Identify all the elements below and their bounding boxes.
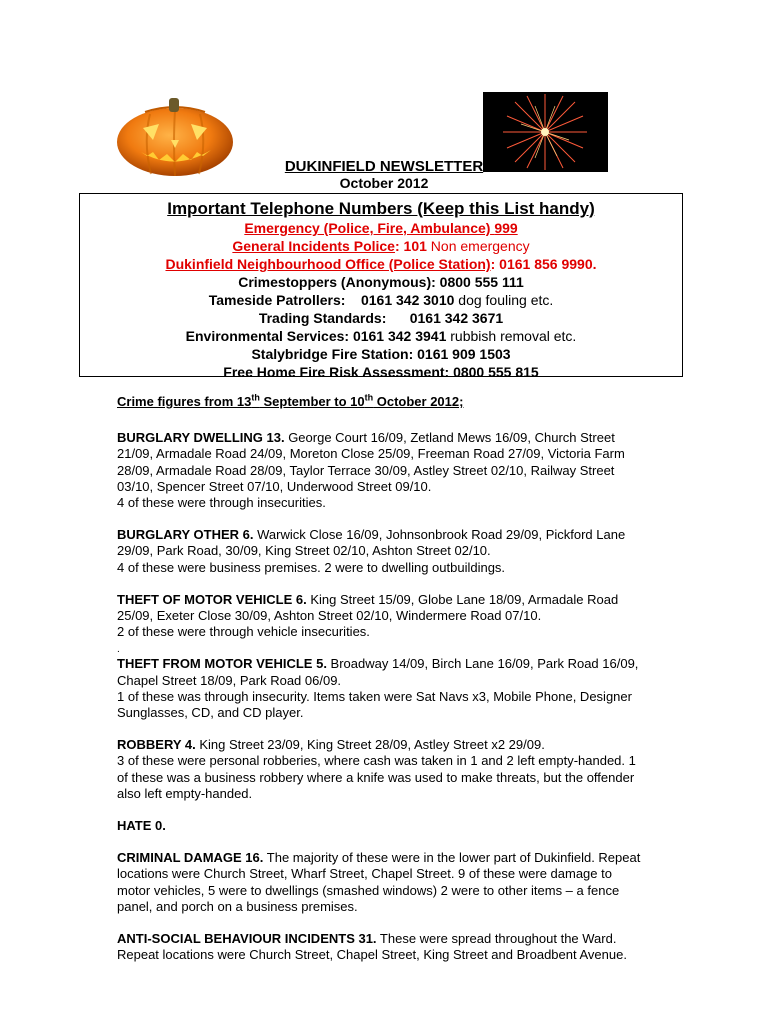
trading-standards-line xyxy=(80,309,682,327)
environmental-note: rubbish removal etc. xyxy=(450,328,577,344)
anti-social-behaviour-section xyxy=(117,931,647,963)
general-sep: : xyxy=(394,238,404,254)
newsletter-header xyxy=(0,158,768,191)
theft-of-motor-vehicle-section xyxy=(117,592,647,641)
newsletter-date: October 2012 xyxy=(339,175,429,191)
neighbourhood-office-line xyxy=(80,255,682,273)
neighbourhood-label: Dukinfield Neighbourhood Office (Police Station) xyxy=(165,256,491,272)
neighbourhood-sep: : xyxy=(490,256,500,272)
patrollers-line xyxy=(80,291,682,309)
section-title: THEFT FROM MOTOR VEHICLE 5. xyxy=(117,656,327,672)
theft-from-motor-vehicle-section xyxy=(117,656,647,721)
section-note: 2 of these were through vehicle insecurities. xyxy=(117,624,370,640)
section-title: HATE 0. xyxy=(117,818,166,834)
general-note: Non emergency xyxy=(430,238,530,254)
heading-part: September to 10 xyxy=(259,394,365,409)
general-label: General Incidents Police xyxy=(232,238,395,254)
fire-station-line: Stalybridge Fire Station: 0161 909 1503 xyxy=(251,346,511,362)
section-title: BURGLARY OTHER 6. xyxy=(117,527,254,543)
trading-number: 0161 342 3671 xyxy=(409,310,504,326)
trading-label: Trading Standards: xyxy=(258,310,387,326)
emergency-label: Emergency (Police, Fire, Ambulance) xyxy=(244,220,491,236)
section-note: 4 of these were through insecurities. xyxy=(117,495,326,511)
general-number: 101 xyxy=(403,238,427,254)
section-text: George Court 16/09, Zetland Mews 16/09, Church Street 21/09, Armadale Road 24/09, Moreton Close 25/09, Freeman Road 27/09, Victoria Farm 28/09, Armadale Road 28/09, Taylor Terrace 30/09, Astley Street 02/10, Railway Street 03/10, Spencer Street 07/10, Underwood Street 09/10. xyxy=(117,430,625,494)
phone-box-heading: Important Telephone Numbers (Keep this List handy) xyxy=(167,199,595,218)
section-title: ANTI-SOCIAL BEHAVIOUR INCIDENTS 31. xyxy=(117,931,377,947)
crime-figures-heading xyxy=(117,394,647,410)
patrollers-note: dog fouling etc. xyxy=(458,292,554,308)
patrollers-number: 0161 342 3010 xyxy=(360,292,455,308)
patrollers-label: Tameside Patrollers: xyxy=(208,292,346,308)
neighbourhood-number: 0161 856 9990 xyxy=(499,256,593,272)
neighbourhood-end: . xyxy=(592,256,597,272)
section-text: King Street 15/09, Globe Lane 18/09, Armadale Road 25/09, Exeter Close 30/09, Ashton Street 02/10, Windermere Road 07/10. xyxy=(117,591,619,624)
crime-figures xyxy=(117,394,647,979)
section-note: 4 of these were business premises. 2 were to dwelling outbuildings. xyxy=(117,559,506,575)
general-incidents-line xyxy=(80,237,682,255)
heading-part: October 2012; xyxy=(373,394,464,409)
section-title: BURGLARY DWELLING 13. xyxy=(117,430,285,446)
section-note: 1 of these was through insecurity. Items taken were Sat Navs x3, Mobile Phone, Designer Sunglasses, CD, and CD player. xyxy=(117,688,632,721)
environmental-label: Environmental Services: 0161 342 3941 xyxy=(185,328,447,344)
heading-sup: th xyxy=(364,392,374,403)
hate-section xyxy=(117,818,647,834)
heading-sup: th xyxy=(251,392,260,403)
burglary-other-section xyxy=(117,527,647,576)
crimestoppers-line: Crimestoppers (Anonymous): 0800 555 111 xyxy=(238,274,524,290)
burglary-dwelling-section xyxy=(117,430,647,511)
robbery-section xyxy=(117,737,647,802)
section-text: These were spread throughout the Ward. Repeat locations were Church Street, Chapel Street, King Street and Broadbent Avenue. xyxy=(117,931,627,963)
section-title: ROBBERY 4. xyxy=(117,737,196,753)
section-text: Broadway 14/09, Birch Lane 16/09, Park Road 16/09, Chapel Street 18/09, Park Road 06/09. xyxy=(117,656,639,688)
environmental-line xyxy=(80,327,682,345)
stray-dot: . xyxy=(117,644,120,656)
telephone-numbers-box xyxy=(79,193,683,380)
section-text: Warwick Close 16/09, Johnsonbrook Road 29/09, Pickford Lane 29/09, Park Road, 30/09, King Street 02/10, Ashton Street 02/10. xyxy=(117,527,626,559)
newsletter-title: DUKINFIELD NEWSLETTER xyxy=(284,158,484,175)
section-text: King Street 23/09, King Street 28/09, Astley Street x2 29/09. xyxy=(195,737,545,753)
emergency-number: 999 xyxy=(494,220,518,236)
fire-risk-line: Free Home Fire Risk Assessment: 0800 555 815 xyxy=(223,364,539,380)
heading-part: Crime figures from 13 xyxy=(117,394,252,409)
section-note: 3 of these were personal robberies, where cash was taken in 1 and 2 left empty-handed. 1 of these was a business robbery where a knife was used to make threats, but the offender also left empty-handed. xyxy=(117,753,636,801)
criminal-damage-section xyxy=(117,850,647,915)
section-title: CRIMINAL DAMAGE 16. xyxy=(117,850,264,866)
emergency-line xyxy=(80,219,682,237)
section-text: The majority of these were in the lower part of Dukinfield. Repeat locations were Church Street, Wharf Street, Chapel Street. 9 of these were damage to motor vehicles, 5 were to dwellings (smashed windows) 2 were to other items – a fence panel, and porch on a business premises. xyxy=(117,850,641,914)
section-title: THEFT OF MOTOR VEHICLE 6. xyxy=(117,591,307,607)
